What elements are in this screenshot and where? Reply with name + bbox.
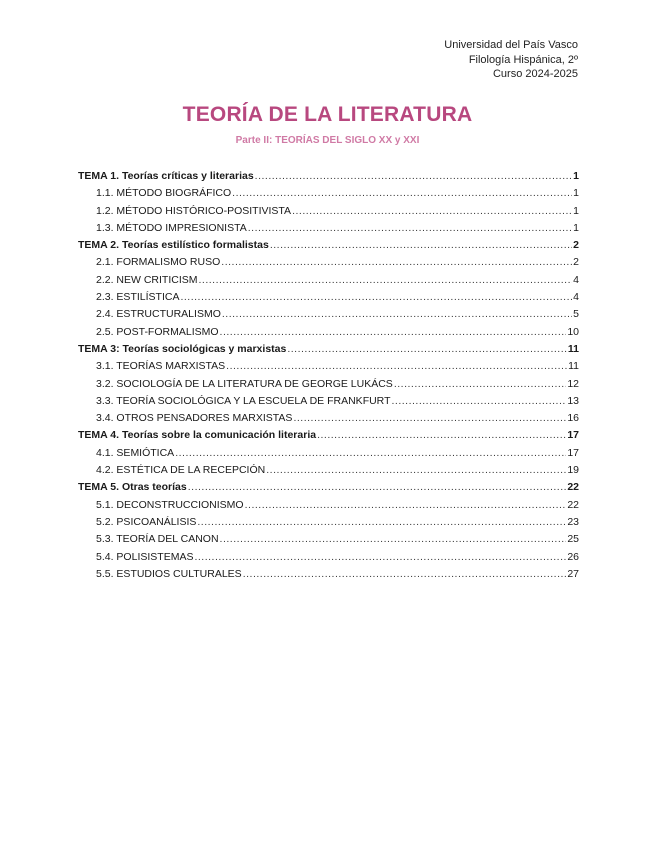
toc-entry[interactable]: [78, 203, 579, 220]
toc-page: 16: [567, 412, 579, 425]
toc-entry[interactable]: [78, 549, 579, 566]
toc-entry[interactable]: [78, 185, 579, 202]
toc-label: TEMA 4. Teorías sobre la comunicación literaria: [78, 429, 317, 442]
toc-page: 27: [567, 567, 579, 580]
toc-label: 4.1. SEMIÓTICA: [96, 446, 175, 459]
toc-page: 19: [567, 464, 579, 477]
toc-page: 2: [573, 239, 579, 252]
toc-page: 17: [567, 446, 579, 459]
toc-label: TEMA 2. Teorías estilístico formalistas: [78, 239, 269, 252]
toc-page: 26: [567, 550, 579, 563]
toc-entry-tema-1[interactable]: [78, 168, 579, 185]
toc-label: 1.3. MÉTODO IMPRESIONISTA: [96, 221, 247, 234]
toc-page: 22: [567, 481, 579, 494]
toc-label: 4.2. ESTÉTICA DE LA RECEPCIÓN: [96, 464, 266, 477]
toc-entry[interactable]: [78, 497, 579, 514]
toc-label: 2.1. FORMALISMO RUSO: [96, 256, 221, 269]
toc-entry[interactable]: [78, 358, 579, 375]
toc-entry[interactable]: [78, 220, 579, 237]
toc-label: TEMA 1. Teorías críticas y literarias: [78, 170, 254, 182]
toc-label: 5.3. TEORÍA DEL CANON: [96, 533, 219, 546]
toc-page: 12: [567, 377, 579, 390]
toc-label: 1.1. MÉTODO BIOGRÁFICO: [96, 187, 232, 200]
toc-page: 4: [573, 291, 579, 304]
toc-page: 22: [567, 498, 579, 511]
toc-entry[interactable]: [78, 272, 579, 289]
toc-label: 3.4. OTROS PENSADORES MARXISTAS: [96, 412, 293, 425]
toc-page: 11: [568, 360, 579, 373]
toc-entry[interactable]: [78, 376, 579, 393]
toc-entry[interactable]: [78, 445, 579, 462]
document-header: [444, 38, 578, 82]
toc-entry-tema-4[interactable]: [78, 427, 579, 444]
toc-label: 3.2. SOCIOLOGÍA DE LA LITERATURA DE GEORGE LUKÁCS: [96, 377, 393, 390]
toc-page: 1: [573, 187, 579, 200]
toc-label: 2.4. ESTRUCTURALISMO: [96, 308, 221, 321]
toc-page: 23: [567, 515, 579, 528]
toc-label: 2.3. ESTILÍSTICA: [96, 291, 180, 304]
toc-page: 1: [573, 204, 579, 217]
toc-entry[interactable]: [78, 566, 579, 583]
toc-label: 5.1. DECONSTRUCCIONISMO: [96, 498, 244, 511]
academic-year: Curso 2024-2025: [492, 68, 578, 80]
university-name: Universidad del País Vasco: [444, 39, 578, 51]
toc-entry-tema-5[interactable]: [78, 479, 579, 496]
toc-label: 5.5. ESTUDIOS CULTURALES: [96, 567, 242, 580]
toc-page: 11: [567, 342, 579, 355]
toc-entry[interactable]: [78, 410, 579, 427]
document-subtitle: Parte II: TEORÍAS DEL SIGLO XX y XXI: [235, 135, 420, 146]
toc-entry[interactable]: [78, 531, 579, 548]
toc-label: 3.3. TEORÍA SOCIOLÓGICA Y LA ESCUELA DE FRANKFURT: [96, 394, 391, 407]
toc-label: TEMA 5. Otras teorías: [78, 481, 187, 494]
toc-label: 2.5. POST-FORMALISMO: [96, 325, 219, 338]
toc-entry[interactable]: [78, 462, 579, 479]
toc-page: 1: [573, 221, 579, 234]
toc-page: 2: [573, 256, 579, 269]
toc-page: 1: [573, 170, 579, 182]
toc-entry[interactable]: [78, 393, 579, 410]
toc-entry[interactable]: [78, 514, 579, 531]
toc-label: 2.2. NEW CRITICISM: [96, 273, 198, 286]
toc-entry-tema-3[interactable]: [78, 341, 579, 358]
document-title: TEORÍA DE LA LITERATURA: [182, 103, 473, 126]
toc-page: 5: [573, 308, 579, 321]
toc-page: 13: [567, 394, 579, 407]
toc-page: 25: [567, 533, 579, 546]
toc-page: 10: [567, 325, 579, 338]
toc-page: 4: [573, 273, 579, 286]
toc-entry[interactable]: [78, 324, 579, 341]
toc-label: 1.2. MÉTODO HISTÓRICO-POSITIVISTA: [96, 204, 292, 217]
toc-label: 5.4. POLISISTEMAS: [96, 550, 194, 563]
toc-label: TEMA 3: Teorías sociológicas y marxistas: [78, 342, 287, 355]
course-name: Filología Hispánica, 2º: [468, 53, 578, 66]
toc-label: 3.1. TEORÍAS MARXISTAS: [96, 360, 226, 373]
table-of-contents: [78, 168, 579, 583]
toc-label: 5.2. PSICOANÁLISIS: [96, 515, 197, 528]
toc-entry[interactable]: [78, 306, 579, 323]
toc-page: 17: [567, 429, 579, 442]
toc-entry[interactable]: [78, 254, 579, 271]
toc-entry-tema-2[interactable]: [78, 237, 579, 254]
toc-entry[interactable]: [78, 289, 579, 306]
